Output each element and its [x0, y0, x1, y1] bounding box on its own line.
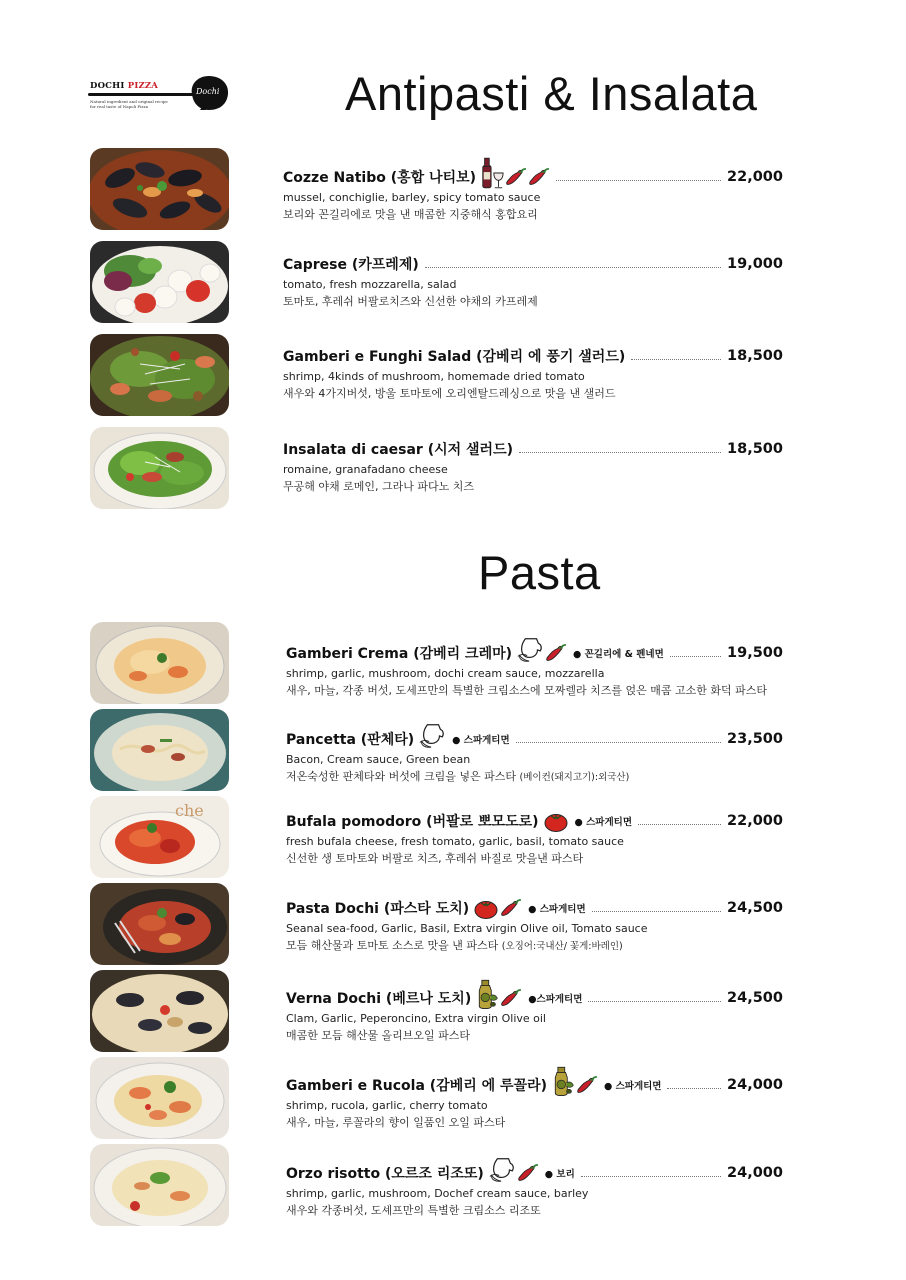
dotted-leader: [638, 824, 721, 825]
item-description-en: shrimp, garlic, mushroom, dochi cream sauce, mozzarella: [286, 667, 605, 680]
item-price: 24,000: [727, 1165, 783, 1181]
item-description-en: shrimp, 4kinds of mushroom, homemade dried tomato: [283, 370, 585, 383]
menu-item-gamberi-rucola: [286, 1074, 783, 1130]
item-description-en: Clam, Garlic, Peperoncino, Extra virgin Olive oil: [286, 1012, 546, 1025]
logo-script-text: Dochi: [196, 87, 220, 96]
cream-pitcher-icon: [488, 1155, 516, 1183]
menu-item-gamberi-funghi-salad: [283, 345, 783, 401]
item-description-ko: 새우, 마늘, 루꼴라의 향이 일품인 오일 파스타: [286, 1116, 506, 1129]
chili-pepper-icon: [517, 1164, 539, 1182]
item-price: 22,000: [727, 813, 783, 829]
item-price: 22,000: [727, 169, 783, 185]
dotted-leader: [519, 452, 721, 453]
chili-pepper-icon: [545, 644, 567, 662]
chili-pepper-icon: [528, 168, 550, 186]
item-price: 18,500: [727, 441, 783, 457]
item-name: Orzo risotto (오르조 리조또): [286, 1166, 484, 1182]
item-description-ko: 저온숙성한 판체타와 버섯에 크림을 넣은 파스타 (베이컨(돼지고기):외국산): [286, 770, 630, 783]
olive-oil-icon: [551, 1065, 575, 1097]
item-description-en: tomato, fresh mozzarella, salad: [283, 278, 457, 291]
chili-pepper-icon: [500, 899, 522, 917]
menu-item-cozze-natibo: [283, 166, 783, 222]
item-price: 24,500: [727, 990, 783, 1006]
svg-text:che: che: [175, 801, 204, 820]
item-description-en: shrimp, garlic, mushroom, Dochef cream sauce, barley: [286, 1187, 589, 1200]
food-photo-orzo-risotto: [90, 1144, 229, 1226]
item-description-ko: 새우와 각종버섯, 도셰프만의 특별한 크림소스 리조또: [286, 1204, 541, 1217]
dotted-leader: [556, 180, 721, 181]
tomato-icon: [543, 810, 569, 832]
origin-note: (베이컨(돼지고기):외국산): [519, 772, 630, 783]
item-description-ko: 신선한 생 토마토와 버팔로 치즈, 후레쉬 바질로 맛을낸 파스타: [286, 852, 584, 865]
item-name: Gamberi Crema (감베리 크레마): [286, 646, 513, 662]
item-description-en: shrimp, rucola, garlic, cherry tomato: [286, 1099, 488, 1112]
food-photo-verna-dochi: [90, 970, 229, 1052]
noodle-type-note: ●스파게티면: [528, 994, 583, 1005]
dotted-leader: [588, 1001, 721, 1002]
noodle-type-note: ● 스파게티면: [604, 1081, 662, 1092]
item-price: 18,500: [727, 348, 783, 364]
item-name: Insalata di caesar (시저 샐러드): [283, 442, 514, 458]
item-description-ko: 토마토, 후레쉬 버팔로치즈와 신선한 야채의 카프레제: [283, 295, 538, 308]
chili-pepper-icon: [500, 989, 522, 1007]
logo-brand-text: DOCHI PIZZA: [90, 81, 159, 91]
noodle-type-note: ● 스파게티면: [574, 817, 633, 828]
logo-tagline: Natural ingredient and original recipe for real taste of Napoli Pizza: [90, 99, 168, 109]
tomato-icon: [473, 897, 499, 919]
menu-item-orzo-risotto: [286, 1162, 783, 1218]
origin-note: (오징어:국내산/ 꽃게:바레인): [501, 941, 623, 952]
item-description-ko: 새우, 마늘, 각종 버섯, 도세프만의 특별한 크림소스에 모짜렐라 치즈를 얹은 매콤 고소한 화덕 파스타: [286, 684, 767, 697]
item-name: Pasta Dochi (파스타 도치): [286, 901, 470, 917]
item-name: Gamberi e Funghi Salad (감베리 에 풍기 샐러드): [283, 349, 626, 365]
noodle-type-note: ● 꼰길리에 & 펜네면: [573, 649, 664, 660]
menu-item-caprese: [283, 253, 783, 309]
food-photo-gamberi-funghi-salad: [90, 334, 229, 416]
item-description-en: Seanal sea-food, Garlic, Basil, Extra virgin Olive oil, Tomato sauce: [286, 922, 648, 935]
dotted-leader: [516, 742, 721, 743]
item-description-en: mussel, conchiglie, barley, spicy tomato sauce: [283, 191, 541, 204]
olive-oil-icon: [475, 978, 499, 1010]
chili-pepper-icon: [576, 1076, 598, 1094]
item-description-en: fresh bufala cheese, fresh tomato, garlic, basil, tomato sauce: [286, 835, 624, 848]
noodle-type-note: ● 보리: [544, 1169, 575, 1180]
menu-item-insalata-caesar: [283, 438, 783, 494]
item-name: Gamberi e Rucola (감베리 에 루꼴라): [286, 1078, 547, 1094]
menu-item-pancetta: [286, 728, 783, 784]
logo-bar: [88, 93, 200, 96]
item-description-ko: 매콤한 모듬 해산물 올리브오일 파스타: [286, 1029, 471, 1042]
menu-item-pasta-dochi: [286, 897, 783, 953]
item-price: 19,000: [727, 256, 783, 272]
food-photo-bufala-pomodoro: [90, 796, 229, 878]
item-description-ko: 모듬 해산물과 토마토 소스로 맛을 낸 파스타 (오징어:국내산/ 꽃게:바레인): [286, 939, 623, 952]
food-photo-insalata-caesar: [90, 427, 229, 509]
item-description-en: romaine, granafadano cheese: [283, 463, 448, 476]
food-photo-gamberi-rucola: [90, 1057, 229, 1139]
item-price: 24,000: [727, 1077, 783, 1093]
menu-item-verna-dochi: [286, 987, 783, 1043]
cream-pitcher-icon: [516, 635, 544, 663]
item-name: Caprese (카프레제): [283, 257, 419, 273]
cream-pitcher-icon: [418, 721, 446, 749]
food-photo-pasta-dochi: [90, 883, 229, 965]
item-name: Bufala pomodoro (버팔로 뽀모도로): [286, 814, 539, 830]
dotted-leader: [425, 267, 721, 268]
item-price: 24,500: [727, 900, 783, 916]
item-description-en: Bacon, Cream sauce, Green bean: [286, 753, 471, 766]
dotted-leader: [581, 1176, 721, 1177]
dotted-leader: [667, 1088, 721, 1089]
dotted-leader: [592, 911, 721, 912]
food-photo-caprese: [90, 241, 229, 323]
dotted-leader: [631, 359, 721, 360]
noodle-type-note: ● 스파게티면: [528, 904, 586, 915]
food-photo-cozze-natibo: [90, 148, 229, 230]
chili-pepper-icon: [505, 168, 527, 186]
dotted-leader: [670, 656, 721, 657]
item-description-ko: 무공해 야채 로메인, 그라나 파다노 치즈: [283, 480, 474, 493]
item-name: Verna Dochi (베르나 도치): [286, 991, 472, 1007]
food-photo-pancetta: [90, 709, 229, 791]
brand-logo: [88, 72, 233, 116]
food-photo-gamberi-crema: [90, 622, 229, 704]
menu-item-bufala-pomodoro: [286, 810, 783, 866]
item-price: 23,500: [727, 731, 783, 747]
item-description-ko: 새우와 4가지버섯, 방울 토마토에 오리엔탈드레싱으로 맛을 낸 샐러드: [283, 387, 616, 400]
item-name: Cozze Natibo (홍합 나티보): [283, 170, 477, 186]
wine-icon: [480, 156, 504, 190]
item-description-ko: 보리와 꼰길리에로 맛을 낸 매콤한 지중해식 홍합요리: [283, 208, 538, 221]
item-name: Pancetta (판체타): [286, 732, 415, 748]
pasta-title: Pasta: [478, 546, 601, 599]
antipasti-title: Antipasti & Insalata: [345, 67, 758, 120]
noodle-type-note: ● 스파게티면: [452, 735, 510, 746]
item-price: 19,500: [727, 645, 783, 661]
menu-item-gamberi-crema: [286, 642, 783, 698]
